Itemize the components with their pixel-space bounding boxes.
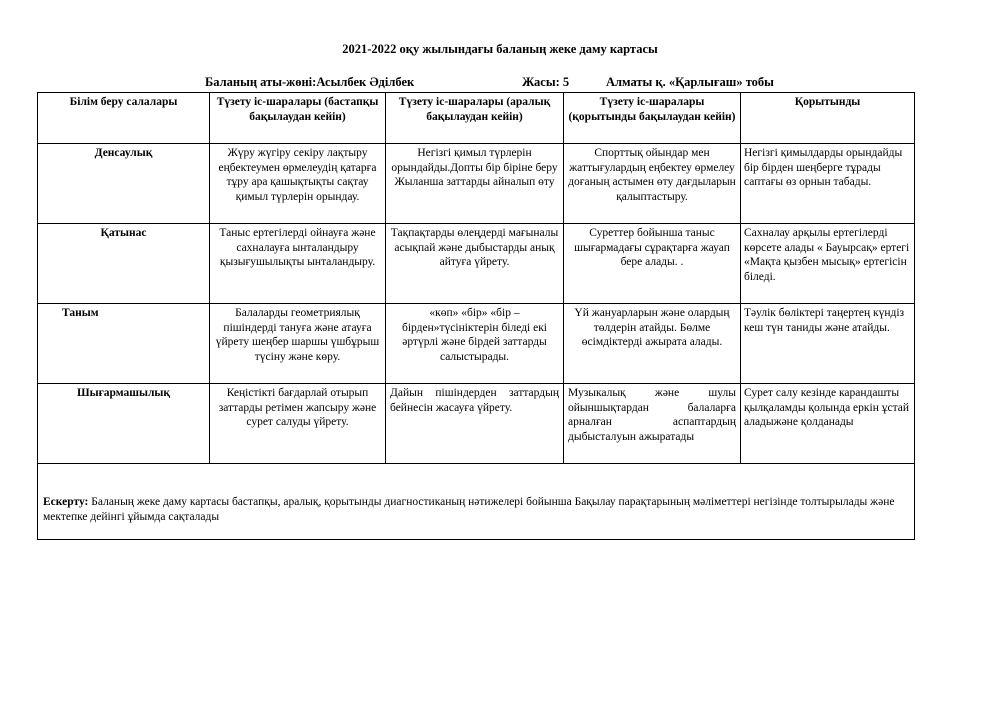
final-cell: Суреттер бойынша таныс шығармадағы сұрақтарға жауап бере алады. . (564, 224, 741, 304)
development-table (37, 92, 741, 464)
table-row (740, 384, 915, 464)
final-cell: Үй жануарларын және олардың төлдерін атайды. Бөлме өсімдіктерді ажырата алады. (564, 304, 741, 384)
final-cell: Спорттық ойындар мен жаттығулардың еңбектеу өрмелеу доғаның астымен өту дағдыларын қалыптастыру. (564, 144, 741, 224)
initial-cell: Жүру жүгіру секіру лақтыру еңбектеумен өрмелеудің қатарға тұру ара қашықтықты сақтау қимыл түрлерін орындау. (210, 144, 386, 224)
conclusion-cell: Сахналау арқылы ертегілерді көрсете алады « Бауырсақ» ертегі «Мақта қызбен мысық» ертегісін біледі. (740, 224, 915, 304)
final-cell: Музыкалық және шулы ойыншықтардан балаларға арналған аспаптардың дыбысталуын ажыратады (564, 384, 741, 464)
conclusion-cell: Тәулік бөліктері таңертең күндіз кеш түн таниды және атайды. (740, 304, 915, 384)
footnote (43, 495, 908, 525)
child-group: Алматы қ. «Қарлығаш» тобы (606, 75, 774, 89)
conclusion-cell: Негізгі қимылдарды орындайды бір бірден шеңберге тұрады саптағы өз орнын табады. (740, 144, 915, 224)
footnote-label: Ескерту: (43, 496, 89, 508)
footnote-text: Баланың жеке даму картасы бастапқы, аралық, қорытынды диагностиканың нәтижелері бойынша Бақылау парақтарының мәліметтері негізінде толтырылады және мектепке дейінгі ұйымда сақталады (43, 496, 895, 523)
initial-cell: Таныс ертегілерді ойнауға және сахналауға ынталандыру қызығушылықты ынталандыру. (210, 224, 386, 304)
area-cell: Денсаулық (38, 144, 210, 224)
area-cell: Қатынас (38, 224, 210, 304)
table-row (38, 224, 741, 304)
child-name: Баланың аты-жөні:Асылбек Әділбек (205, 75, 415, 89)
intermediate-cell: Дайын пішіндерден заттардың бейнесін жасауға үйрету. (386, 384, 564, 464)
intermediate-cell: Негізгі қимыл түрлерін орындайды.Допты бір біріне беру Жыланша заттарды айналып өту (386, 144, 564, 224)
initial-cell: Балаларды геометриялық пішіндерді тануға және атауға үйрету шеңбер шаршы үшбұрыш түсіну және көру. (210, 304, 386, 384)
header-intermediate: Түзету іс-шаралары (аралық бақылаудан кейін) (386, 93, 564, 144)
conclusion-cell: Сурет салу кезінде карандашты қылқаламды қолында еркін ұстай аладыжәне қолданады (740, 384, 915, 464)
table-row (38, 304, 741, 384)
area-cell: Шығармашылық (38, 384, 210, 464)
intermediate-cell: «көп» «бір» «бір – бірден»түсініктерін біледі екі әртүрлі және бірдей заттарды салыстырады. (386, 304, 564, 384)
child-age: Жасы: 5 (522, 75, 570, 89)
table-row (740, 144, 915, 224)
intermediate-cell: Тақпақтарды өлеңдерді мағыналы асықпай және дыбыстарды анық айтуға үйрету. (386, 224, 564, 304)
initial-cell: Кеңістікті бағдарлай отырып заттарды ретімен жапсыру және сурет салуды үйрету. (210, 384, 386, 464)
document-title: 2021-2022 оқу жылындағы баланың жеке даму картасы (342, 42, 658, 56)
table-row (38, 384, 741, 464)
conclusion-column (740, 92, 915, 464)
table-header-row (740, 93, 915, 144)
table-row (38, 144, 741, 224)
header-initial: Түзету іс-шаралары (бастапқы бақылаудан кейін) (210, 93, 386, 144)
header-final: Түзету іс-шаралары (қорытынды бақылаудан кейін) (564, 93, 741, 144)
area-cell: Таным (38, 304, 210, 384)
header-areas: Білім беру салалары (38, 93, 210, 144)
table-row (740, 304, 915, 384)
table-header-row (38, 93, 741, 144)
table-row (740, 224, 915, 304)
header-conclusion: Қорытынды (740, 93, 915, 144)
